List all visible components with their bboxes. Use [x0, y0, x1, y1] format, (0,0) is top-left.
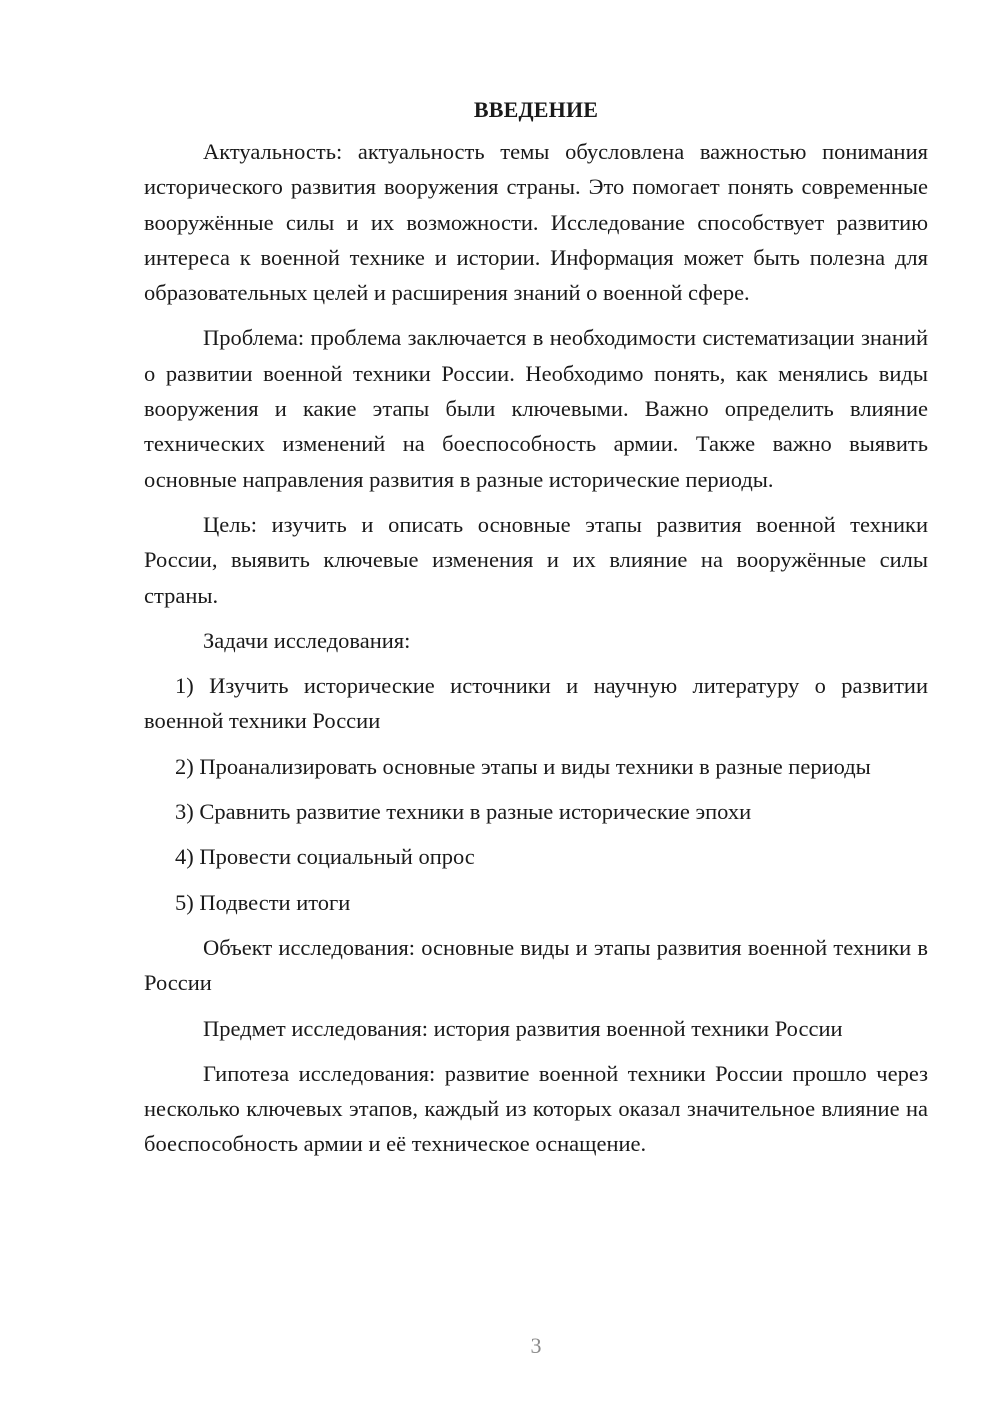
task-item-1: 1) Изучить исторические источники и научную литературу о развитии военной техники России — [144, 673, 928, 734]
section-title: ВВЕДЕНИЕ — [473, 97, 599, 122]
task-item-3: 3) Сравнить развитие техники в разные исторические эпохи — [175, 799, 752, 825]
subject-paragraph: Предмет исследования: история развития военной техники России — [203, 1015, 843, 1041]
task-item-5: 5) Подвести итоги — [175, 889, 351, 915]
problem-paragraph: Проблема: проблема заключается в необходимости систематизации знаний о развитии военной техники России. Необходимо понять, как менялись виды вооружения и какие этапы были ключевыми. Важно определить влияние технических изменений на боеспособность армии. Также важно выявить основные направления развития в разные исторические периоды. — [144, 325, 928, 492]
page-content — [144, 92, 928, 1172]
goal-paragraph: Цель: изучить и описать основные этапы развития военной техники России, выявить ключевые изменения и их влияние на вооружённые силы страны. — [144, 511, 928, 608]
page-number: 3 — [530, 1333, 542, 1358]
task-item-2: 2) Проанализировать основные этапы и виды техники в разные периоды — [175, 753, 871, 779]
relevance-paragraph: Актуальность: актуальность темы обусловлена важностью понимания исторического развития вооружения страны. Это помогает понять современные вооружённые силы и их возможности. Исследование способствует развитию интереса к военной технике и истории. Информация может быть полезна для образовательных целей и расширения знаний о военной сфере. — [144, 139, 928, 306]
tasks-heading: Задачи исследования: — [203, 627, 411, 653]
object-paragraph: Объект исследования: основные виды и этапы развития военной техники в России — [144, 934, 928, 996]
task-item-4: 4) Провести социальный опрос — [175, 844, 475, 870]
hypothesis-paragraph: Гипотеза исследования: развитие военной техники России прошло через несколько ключевых этапов, каждый из которых оказал значительное влияние на боеспособность армии и её техническое оснащение. — [144, 1060, 928, 1157]
